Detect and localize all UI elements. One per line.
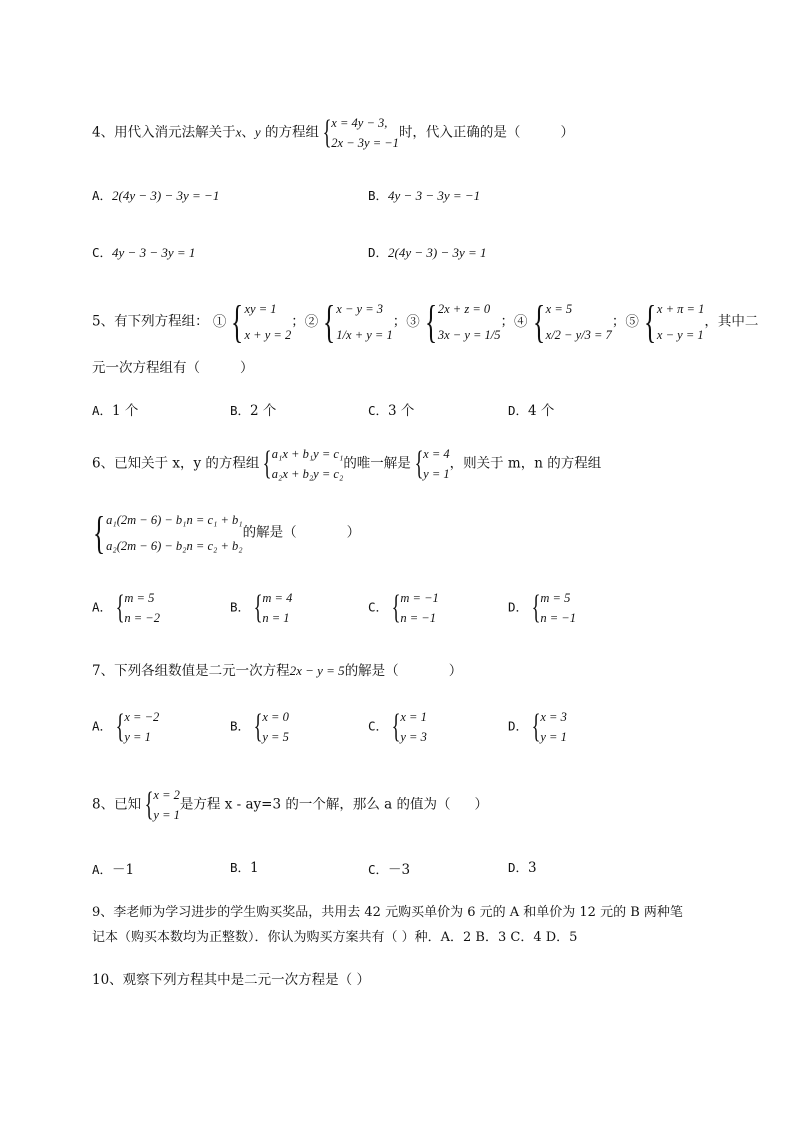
q8-option-d: D．3 — [508, 860, 537, 876]
q4-stem-c: 时，代入正确的是（ — [398, 124, 521, 141]
q5-item-1: ① { xy = 1 x + y = 2 — [212, 296, 292, 347]
q4-equation-system: { x = 4y − 3, 2x − 3y = −1 — [322, 114, 399, 151]
q4-sep: 、 — [241, 124, 255, 141]
q6-stem-line2: { a₁(2m − 6) − b₁n = c₁ + b₁ a₂(2m − 6) − b₂n = c₂ + b₂ 的解是（ ） — [88, 507, 360, 559]
q4-option-a-text: 2(4y − 3) − 3y = −1 — [112, 188, 220, 203]
q5-option-d: D．4 个 — [508, 403, 555, 419]
q4-stem-b: 的方程组 — [260, 124, 319, 141]
question-10-stem: 10、观察下列方程其中是二元一次方程是（ ） — [92, 972, 370, 988]
q5-item-5: ⑤ { x + π = 1 x − y = 1 — [625, 296, 705, 347]
question-8-stem: 8、已知 { x = 2 y = 1 是方程 x - ay=3 的一个解，那么 a 的值为（ ） — [92, 786, 488, 823]
q6-option-a: A． { m = 5 n = −2 — [92, 589, 160, 626]
q6-option-d: D． { m = 5 n = −1 — [508, 589, 576, 626]
q6-solution: { x = 4 y = 1 — [414, 445, 450, 482]
q6-system-2: { a₁(2m − 6) − b₁n = c₁ + b₁ a₂(2m − 6) − b₂n = c₂ + b₂ — [92, 507, 243, 558]
q7-option-b: B． { x = 0 y = 5 — [230, 708, 289, 745]
q4-var-x: x — [235, 124, 242, 140]
q4-stem-a: 4、用代入消元法解关于 — [92, 124, 236, 141]
q8-option-b: B．1 — [230, 860, 259, 876]
q7-equation: 2x − y = 5 — [289, 663, 345, 678]
q6-option-c: C． { m = −1 n = −1 — [368, 589, 439, 626]
q5-stem-a: 5、有下列方程组： — [92, 313, 209, 330]
q4-option-c: C．4y − 3 − 3y = 1 — [92, 245, 196, 260]
q5-option-a: A．1 个 — [92, 403, 139, 419]
q4-eq1: x = 4y − 3, — [331, 116, 388, 130]
q4-option-d: D．2(4y − 3) − 3y = 1 — [368, 245, 487, 260]
q4-var-y: y — [254, 124, 261, 140]
q4-option-c-text: 4y − 3 − 3y = 1 — [112, 245, 196, 260]
q5-item-4: ④ { x = 5 x/2 − y/3 = 7 — [514, 296, 612, 347]
q4-option-b: B．4y − 3 − 3y = −1 — [368, 188, 481, 203]
q6-system: { a₁x + b₁y = c₁ a₂x + b₂y = c₂ — [263, 445, 344, 482]
q5-stem-b: ，其中二 — [704, 313, 759, 330]
q4-paren-close: ） — [560, 124, 574, 141]
q8-system: { x = 2 y = 1 — [144, 786, 180, 823]
question-9-line1: 9、李老师为学习进步的学生购买奖品，共用去 42 元购买单价为 6 元的 A 和单价为 12 元的 B 两种笔 — [92, 905, 683, 920]
question-6-stem: 6、已知关于 x，y 的方程组 { a₁x + b₁y = c₁ a₂x + b₂y = c₂ 的唯一解是 { x = 4 y = 1 ，则关于 m，n 的方程组 — [92, 445, 602, 482]
q5-stem-line2: 元一次方程组有（ ） — [92, 360, 254, 376]
q8-option-a: A．－1 — [92, 862, 135, 878]
q7-option-a: A． { x = −2 y = 1 — [92, 708, 160, 745]
q5-option-c: C．3 个 — [368, 403, 415, 419]
q4-option-b-text: 4y − 3 − 3y = −1 — [388, 188, 481, 203]
question-4-stem — [92, 113, 574, 153]
q4-eq2: 2x − 3y = −1 — [331, 136, 399, 150]
q7-option-d: D． { x = 3 y = 1 — [508, 708, 567, 745]
q5-option-b: B．2 个 — [230, 403, 277, 419]
q5-item-3: ③ { 2x + z = 0 3x − y = 1/5 — [406, 296, 501, 347]
q7-option-c: C． { x = 1 y = 3 — [368, 708, 427, 745]
q4-option-d-text: 2(4y − 3) − 3y = 1 — [388, 245, 487, 260]
question-9-line2: 记本（购买本数均为正整数）．你认为购买方案共有（ ）种．A．2 B．3 C．4 D．5 — [92, 930, 578, 945]
q5-item-2: ② { x − y = 3 1/x + y = 1 — [304, 296, 393, 347]
q8-option-c: C．－3 — [368, 862, 411, 878]
q6-option-b: B． { m = 4 n = 1 — [230, 589, 293, 626]
question-5-stem: 5、有下列方程组： ① { xy = 1 x + y = 2 ；② { x − y = 3 1/x + y = 1 ；③ { 2x + z = 0 3x − y = 1/5 ；④ { x = 5 x/2 − y/3 = 7 ；⑤ { x + π = 1 x − y = 1 ，其中二 — [92, 296, 759, 347]
q4-option-a: A．2(4y − 3) − 3y = −1 — [92, 188, 220, 203]
question-7-stem: 7、下列各组数值是二元一次方程2x − y = 5的解是（ ） — [92, 663, 463, 679]
